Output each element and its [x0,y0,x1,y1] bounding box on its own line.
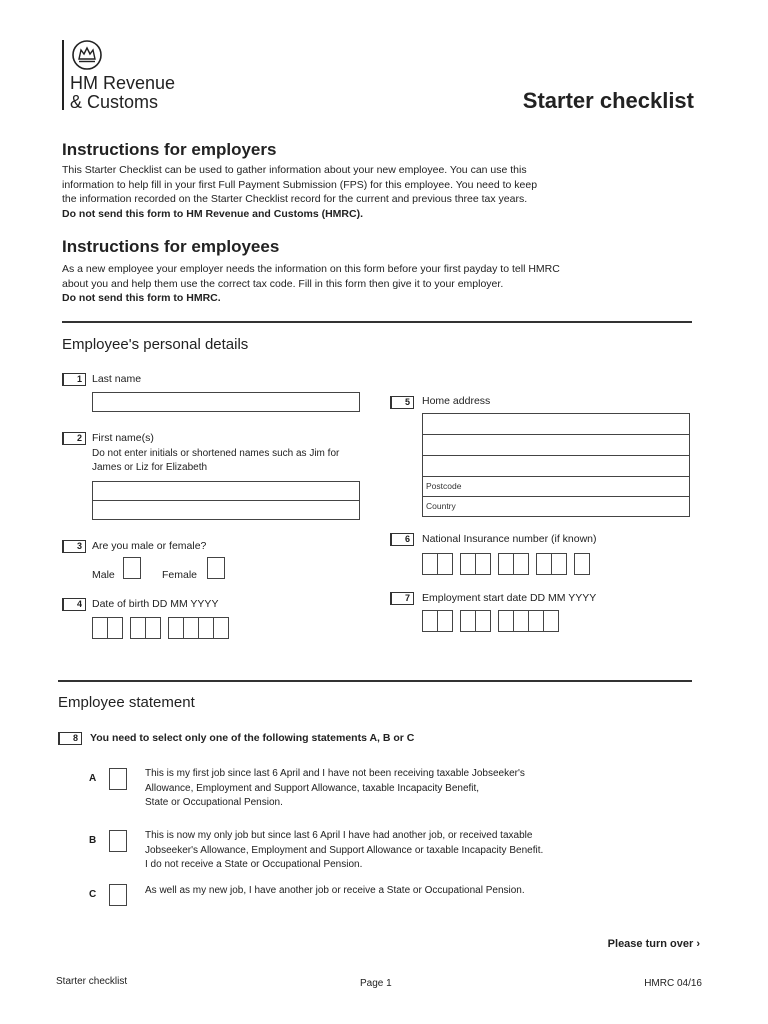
address-line[interactable] [423,435,689,456]
ni-char[interactable] [422,553,438,575]
hint-line: James or Liz for Elizabeth [92,461,208,473]
question-number: 5 [390,396,414,409]
employees-line: As a new employee your employer needs the information on this form before your first payday to tell HMRC [62,263,560,275]
org-line-2: & Customs [70,92,159,112]
first-names-label: First name(s) [92,432,154,444]
employers-heading: Instructions for employers [62,140,277,159]
dob-month-digit[interactable] [145,617,161,639]
employees-heading: Instructions for employees [62,237,280,256]
option-line: Allowance, Employment and Support Allowance, taxable Incapacity Benefit, [145,782,480,794]
option-line: As well as my new job, I have another job or receive a State or Occupational Pension. [145,885,525,896]
employers-line: This Starter Checklist can be used to gather information about your new employee. You can use this [62,164,527,176]
logo-bar [62,40,64,110]
question-number: 8 [58,732,82,745]
question-number: 1 [62,373,86,386]
ni-char[interactable] [498,553,514,575]
ni-char[interactable] [551,553,567,575]
ni-char[interactable] [536,553,552,575]
start-day-digit[interactable] [437,610,453,632]
question-number: 4 [62,598,86,611]
please-turn-over: Please turn over › [607,938,700,950]
option-line: This is my first job since last 6 April and I have not been receiving taxable Jobseeker's [145,768,525,779]
home-address-input[interactable] [422,413,690,517]
dob-year-digit[interactable] [183,617,199,639]
last-name-input[interactable] [92,392,360,412]
footer-page-number: Page 1 [360,978,392,989]
employees-instructions [62,262,560,306]
dob-year [168,617,228,639]
start-year-digit[interactable] [528,610,544,632]
start-year-digit[interactable] [513,610,529,632]
start-month-digit[interactable] [475,610,491,632]
employers-line: the information recorded on the Starter Checklist record for the current and previous three tax years. [62,193,528,205]
ni-char[interactable] [437,553,453,575]
last-name-label: Last name [92,373,142,385]
female-label: Female [162,569,198,581]
first-names-input-line-2[interactable] [92,500,360,520]
start-date-label-text: Employment start date [422,592,528,604]
start-day-digit[interactable] [422,610,438,632]
statement-instruction: You need to select only one of the following statements A, B or C [90,732,415,744]
address-line[interactable] [423,456,689,477]
divider [62,321,692,323]
dob-month-digit[interactable] [130,617,146,639]
address-line[interactable] [423,414,689,435]
country-field[interactable]: Country [426,501,456,511]
dob-year-digit[interactable] [168,617,184,639]
option-b-text [145,829,543,873]
dob-month [130,617,160,639]
employers-instructions [62,163,537,221]
dob-label-text: Date of birth [92,598,150,610]
page-title: Starter checklist [522,88,694,113]
option-c-checkbox[interactable] [109,884,127,906]
start-date-input[interactable] [422,610,566,632]
dob-day [92,617,122,639]
gender-label: Are you male or female? [92,540,207,552]
dob-format: DD MM YYYY [152,598,219,610]
option-line: I do not receive a State or Occupational Pension. [145,859,363,870]
dob-day-digit[interactable] [107,617,123,639]
option-a-letter: A [89,773,97,784]
footer-form-name: Starter checklist [56,976,128,987]
dob-day-digit[interactable] [92,617,108,639]
start-date-label [422,592,596,604]
ni-char[interactable] [513,553,529,575]
personal-details-heading: Employee's personal details [62,336,249,353]
dob-year-digit[interactable] [213,617,229,639]
question-number: 6 [390,533,414,546]
option-c-letter: C [89,889,97,900]
hint-line: Do not enter initials or shortened names such as Jim for [92,448,340,459]
option-b-letter: B [89,835,97,846]
employers-warning: Do not send this form to HM Revenue and Customs (HMRC). [62,207,364,220]
royal-crest-icon [70,38,104,72]
option-c-text [145,884,525,899]
org-line-1: HM Revenue [70,73,176,93]
male-label: Male [92,569,115,581]
start-year-digit[interactable] [543,610,559,632]
option-line: Jobseeker's Allowance, Employment and Support Allowance or taxable Incapacity Benefit. [145,844,544,856]
option-line: State or Occupational Pension. [145,797,283,808]
start-month-digit[interactable] [460,610,476,632]
first-names-hint [92,447,339,474]
employee-statement-heading: Employee statement [58,694,195,711]
footer-form-code: HMRC 04/16 [644,978,702,989]
divider [58,680,692,682]
dob-year-digit[interactable] [198,617,214,639]
option-b-checkbox[interactable] [109,830,127,852]
ni-char[interactable] [574,553,590,575]
question-number: 2 [62,432,86,445]
male-checkbox[interactable] [123,557,141,579]
female-checkbox[interactable] [207,557,225,579]
option-line: This is now my only job but since last 6 April I have had another job, or received taxable [145,830,533,841]
question-number: 7 [390,592,414,605]
ni-char[interactable] [460,553,476,575]
option-a-text [145,767,525,811]
start-year-digit[interactable] [498,610,514,632]
ni-number-label: National Insurance number (if known) [422,533,597,545]
postcode-field[interactable]: Postcode [423,477,689,497]
start-date-format: DD MM YYYY [529,592,597,604]
ni-char[interactable] [475,553,491,575]
date-of-birth-label [92,598,218,610]
first-names-input-line-1[interactable] [92,481,360,501]
home-address-label: Home address [422,395,491,407]
organisation-name [70,74,175,112]
question-number: 3 [62,540,86,553]
option-a-checkbox[interactable] [109,768,127,790]
employers-line: information to help fill in your first Full Payment Submission (FPS) for this employee. You need to keep [62,178,538,191]
ni-number-input[interactable] [422,553,597,575]
employees-line: about you and help them use the correct tax code. Fill in this form then give it to your employer. [62,277,504,290]
date-of-birth-input[interactable] [92,617,236,639]
employees-warning: Do not send this form to HMRC. [62,292,221,304]
